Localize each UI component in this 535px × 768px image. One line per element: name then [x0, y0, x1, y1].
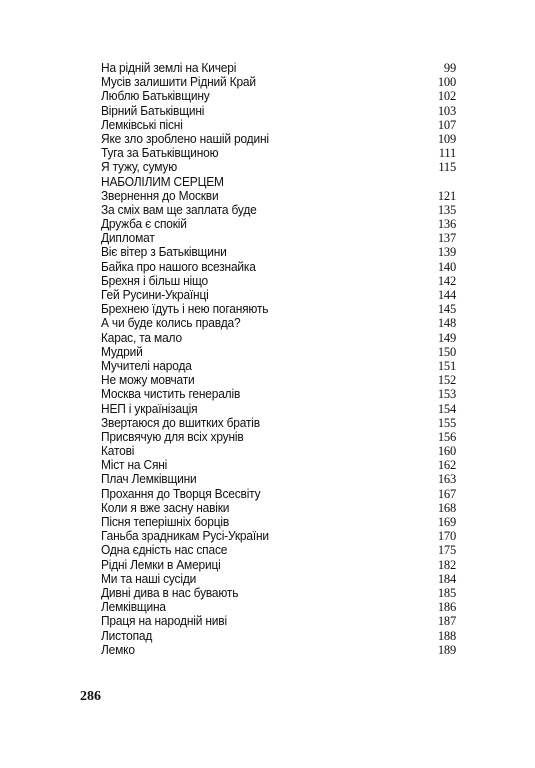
toc-entry-page: 149	[437, 330, 456, 345]
toc-entry-page: 151	[437, 358, 456, 373]
toc-entry-page: 153	[437, 387, 456, 402]
toc-entry-title: Звернення до Москви	[101, 187, 219, 203]
toc-entry-page: 121	[437, 188, 456, 203]
toc-entry-title: Праця на народній ниві	[101, 613, 227, 629]
toc-entry-title: Мусів залишити Рідний Край	[101, 74, 256, 90]
toc-entry	[101, 245, 456, 259]
toc-entry-page: 170	[437, 529, 456, 544]
toc-entry-page: 188	[437, 628, 456, 643]
toc-entry	[101, 345, 456, 359]
toc-entry	[101, 288, 456, 302]
toc-entry-page: 102	[437, 89, 456, 104]
toc-entry	[101, 558, 456, 572]
page-number: 286	[80, 689, 101, 704]
toc-entry-page: 150	[437, 344, 456, 359]
toc-entry-title: Москва чистить генералів	[101, 386, 241, 402]
toc-entry	[101, 146, 456, 160]
toc-entry	[101, 629, 456, 643]
toc-entry	[101, 643, 456, 657]
toc-entry-page: 187	[437, 614, 456, 629]
toc-entry-title: Присвячую для всіх хрунів	[101, 428, 244, 444]
toc-entry-page: 175	[437, 543, 456, 558]
toc-entry	[101, 274, 456, 288]
toc-entry	[101, 217, 456, 231]
toc-entry	[101, 600, 456, 614]
toc-entry-page: 107	[437, 117, 456, 132]
toc-entry	[101, 487, 456, 501]
toc-entry-page: 152	[437, 373, 456, 388]
toc-entry-page: 144	[437, 288, 456, 302]
toc-entry-title: Гей Русини-Українці	[101, 287, 209, 302]
toc-entry-page: 184	[437, 571, 456, 586]
toc-entry	[101, 572, 456, 586]
toc-entry-page: 162	[437, 458, 456, 473]
toc-entry-title: Туга за Батьківщиною	[101, 145, 219, 161]
toc-entry-title: Лемківщина	[101, 599, 166, 615]
toc-entry	[101, 416, 456, 430]
toc-entry-page: 156	[437, 429, 456, 444]
toc-entry-title: Прохання до Творця Всесвіту	[101, 485, 261, 501]
toc-entry-title: Мучителі народа	[101, 357, 192, 373]
toc-entry-page: 137	[437, 231, 456, 246]
toc-entry	[101, 331, 456, 345]
toc-entry-title: Пісня теперішніх борців	[101, 514, 230, 529]
toc-entry	[101, 160, 456, 174]
toc-entry-page: 136	[437, 217, 456, 232]
toc-entry-page: 186	[437, 600, 456, 615]
toc-entry-title: А чи буде колись правда?	[101, 315, 241, 331]
toc-entry-title: Листопад	[101, 627, 153, 643]
toc-entry-page: 109	[437, 131, 456, 146]
toc-entry-page: 139	[437, 245, 456, 260]
toc-entry-title: Вірний Батьківщині	[101, 102, 205, 118]
toc-entry	[101, 586, 456, 600]
toc-entry	[101, 458, 456, 472]
toc-entry-title: Коли я вже засну навіки	[101, 499, 230, 515]
toc-entry	[101, 104, 456, 118]
toc-entry-page: 169	[437, 515, 456, 529]
toc-entry	[101, 359, 456, 373]
toc-entry	[101, 231, 456, 245]
toc-entry	[101, 189, 456, 203]
toc-entry	[101, 614, 456, 628]
toc-entry-title: Байка про нашого всезнайка	[101, 258, 256, 274]
toc-entry-page: 145	[437, 302, 456, 317]
toc-entry-title: Дружба є спокій	[101, 216, 187, 232]
toc-entry-page: 140	[437, 259, 456, 274]
toc-entry	[101, 543, 456, 557]
toc-entry-title: Дипломат	[101, 230, 155, 246]
toc-entry	[101, 472, 456, 486]
toc-entry-title: На рідній землі на Кичері	[101, 60, 237, 75]
toc-entry	[101, 302, 456, 316]
toc-entry-title: Яке зло зроблено нашій родині	[101, 130, 269, 146]
toc-entry	[101, 316, 456, 330]
toc-entry	[101, 118, 456, 132]
toc-entry	[101, 89, 456, 103]
toc-entry-title: Ми та наші сусіди	[101, 570, 197, 586]
toc-entry-title: Не можу мовчати	[101, 372, 195, 388]
toc-entry	[101, 501, 456, 515]
toc-entry-page: 115	[438, 160, 456, 175]
toc-entry-page: 163	[437, 472, 456, 487]
toc-entry-page: 168	[437, 500, 456, 515]
toc-entry	[101, 515, 456, 529]
toc-entry-title: Я тужу, сумую	[101, 159, 178, 175]
toc-entry-page: 160	[437, 444, 456, 459]
toc-entry-title: За сміх вам ще заплата буде	[101, 201, 257, 217]
toc-entry	[101, 529, 456, 543]
toc-entry-title: Ганьба зрадникам Русі-України	[101, 528, 269, 544]
toc-entry-title: Лемко	[101, 641, 135, 657]
toc-entry	[101, 260, 456, 274]
toc-entry-page: 111	[438, 146, 456, 161]
toc-entry-title: Міст на Сяні	[101, 457, 168, 473]
toc-entry-page: 148	[437, 316, 456, 331]
toc-entry	[101, 387, 456, 401]
toc-entry-title: Плач Лемківщини	[101, 471, 197, 487]
toc-entry-title: Карас, та мало	[101, 329, 182, 345]
table-of-contents	[101, 61, 456, 657]
toc-entry-title: Катові	[101, 443, 135, 459]
toc-entry	[101, 373, 456, 387]
toc-entry	[101, 75, 456, 89]
toc-entry-title: Лемківські пісні	[101, 116, 183, 132]
toc-entry-title: Рідні Лемки в Америці	[101, 556, 221, 572]
toc-entry	[101, 132, 456, 146]
toc-entry-title: Віє вітер з Батьківщини	[101, 244, 227, 260]
toc-entry-title: Мудрий	[101, 343, 143, 359]
toc-entry-page: 185	[437, 585, 456, 600]
toc-entry	[101, 444, 456, 458]
toc-section-heading: НАБОЛІЛИМ СЕРЦЕМ	[101, 173, 224, 189]
toc-entry-page: 103	[437, 103, 456, 118]
toc-entry-title: Одна єдність нас спасе	[101, 542, 228, 558]
toc-entry-title: Брехнею їдуть і нею поганяють	[101, 301, 269, 317]
toc-entry-page: 189	[437, 642, 456, 657]
toc-entry-page: 135	[437, 202, 456, 217]
toc-entry	[101, 430, 456, 444]
toc-entry-title: Брехня і більш ніщо	[101, 272, 209, 288]
toc-entry-title: Звертаюся до вшитких братів	[101, 414, 260, 430]
toc-entry-title: Дивні дива в нас бувають	[101, 584, 239, 600]
toc-entry-page: 142	[437, 273, 456, 288]
toc-entry-page: 154	[437, 401, 456, 416]
toc-entry-title: Люблю Батьківщину	[101, 88, 210, 104]
toc-entry-page: 167	[437, 486, 456, 501]
toc-entry	[101, 61, 456, 75]
toc-entry	[101, 402, 456, 416]
toc-entry-page: 100	[437, 75, 456, 90]
toc-entry-page: 182	[437, 557, 456, 572]
toc-entry-page: 155	[437, 415, 456, 430]
toc-entry	[101, 203, 456, 217]
toc-entry-page: 99	[443, 61, 456, 75]
toc-entry-title: НЕП і українізація	[101, 400, 198, 416]
